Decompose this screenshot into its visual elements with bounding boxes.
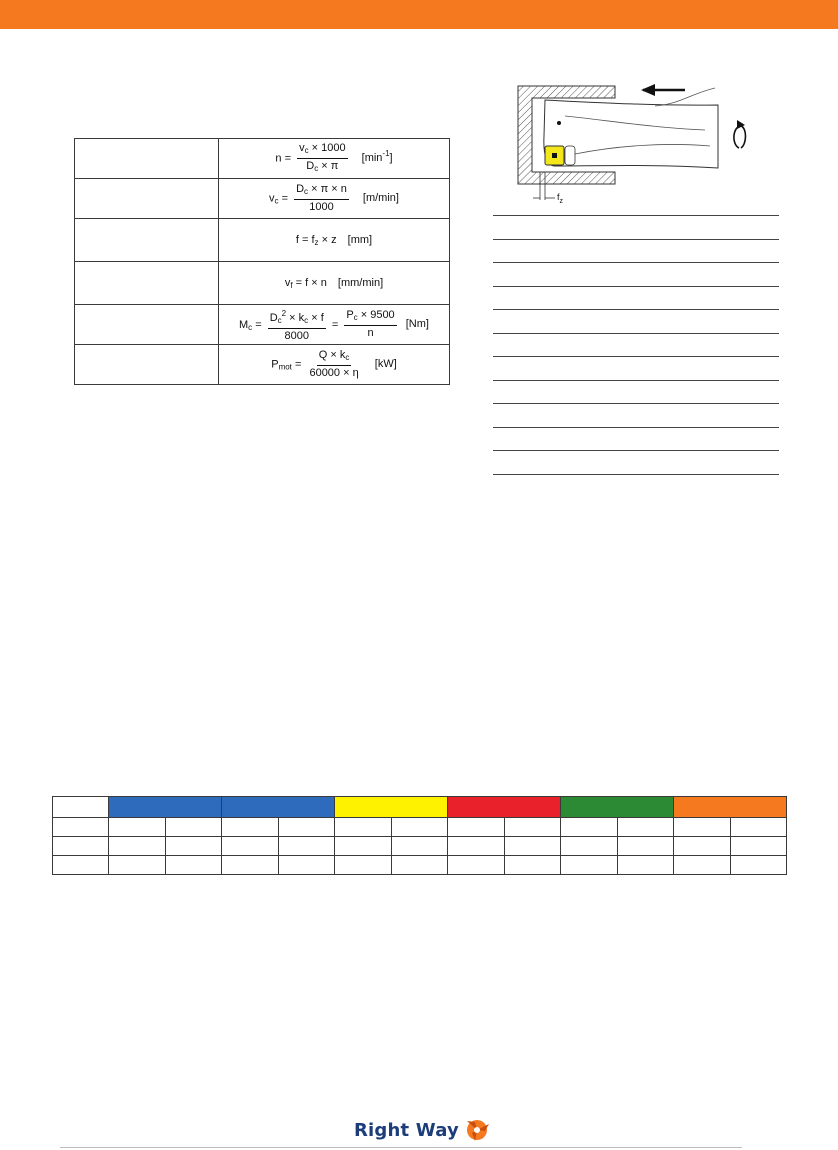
ruled-line: [493, 286, 779, 310]
feed-per-tooth-label: $f_z$: [557, 192, 564, 205]
formula-row: [75, 219, 450, 262]
footer-divider: [60, 1147, 742, 1148]
formula-label-cell: [75, 305, 219, 345]
rotation-arrow-icon: [734, 126, 741, 148]
grade-row: [53, 856, 787, 875]
ruled-line: [493, 427, 779, 451]
ruled-lines-list: [493, 215, 779, 475]
grade-color-green: [561, 797, 674, 818]
top-color-band: [0, 0, 838, 29]
grade-row: [53, 818, 787, 837]
formula-label-cell: [75, 345, 219, 385]
formula-row: [75, 305, 450, 345]
formula-spindle-speed: n = $\frac{v_c \times 1000}{D_c \times \pi}$ $[\min^{-1}]$: [219, 139, 450, 179]
ruled-line: [493, 309, 779, 333]
formula-cutting-speed: $v_c$ = $\frac{D_c \times \pi \times n}{1000}$ [m/min]: [219, 179, 450, 219]
formula-table: [74, 138, 450, 385]
formula-power: $P_{mot}$ = $\frac{Q \times k_c}{60000 \times \eta}$ [kW]: [219, 345, 450, 385]
grade-row: [53, 837, 787, 856]
ruled-line: [493, 403, 779, 427]
drill-illustration: [505, 76, 765, 211]
grade-color-yellow: [335, 797, 448, 818]
ruled-line: [493, 333, 779, 357]
formula-feed-per-rev: $f = f_z \times z$ [mm]: [219, 219, 450, 262]
drilling-diagram: [505, 76, 765, 216]
formula-feed-rate: $v_f = f \times n$ [mm/min]: [219, 262, 450, 305]
grade-color-red: [448, 797, 561, 818]
grade-header-empty: [53, 797, 109, 818]
ruled-line: [493, 262, 779, 286]
ruled-line: [493, 380, 779, 404]
formula-row: [75, 345, 450, 385]
formula-label-cell: [75, 262, 219, 305]
formula-label-cell: [75, 179, 219, 219]
grade-header-row: [53, 797, 787, 818]
formula-row: [75, 179, 450, 219]
grade-color-orange: [674, 797, 787, 818]
grade-color-blue-2: [222, 797, 335, 818]
ruled-line: [493, 474, 779, 475]
brand-logo-text: Right Way: [354, 1119, 459, 1141]
formula-row: [75, 262, 450, 305]
formula-label-cell: [75, 139, 219, 179]
grade-color-table: [52, 796, 787, 875]
brand-logo: [354, 1118, 491, 1142]
ruled-line: [493, 215, 779, 239]
formula-label-cell: [75, 219, 219, 262]
right-way-logo-icon: [463, 1118, 491, 1142]
formula-torque: $M_c$ = $\frac{D_c^2 \times k_c \times f}{8000}$ = $\frac{P_c \times 9500}{n}$ [Nm]: [219, 305, 450, 345]
ruled-line: [493, 239, 779, 263]
ruled-line: [493, 356, 779, 380]
ruled-line: [493, 450, 779, 474]
formula-row: [75, 139, 450, 179]
grade-color-blue-1: [109, 797, 222, 818]
